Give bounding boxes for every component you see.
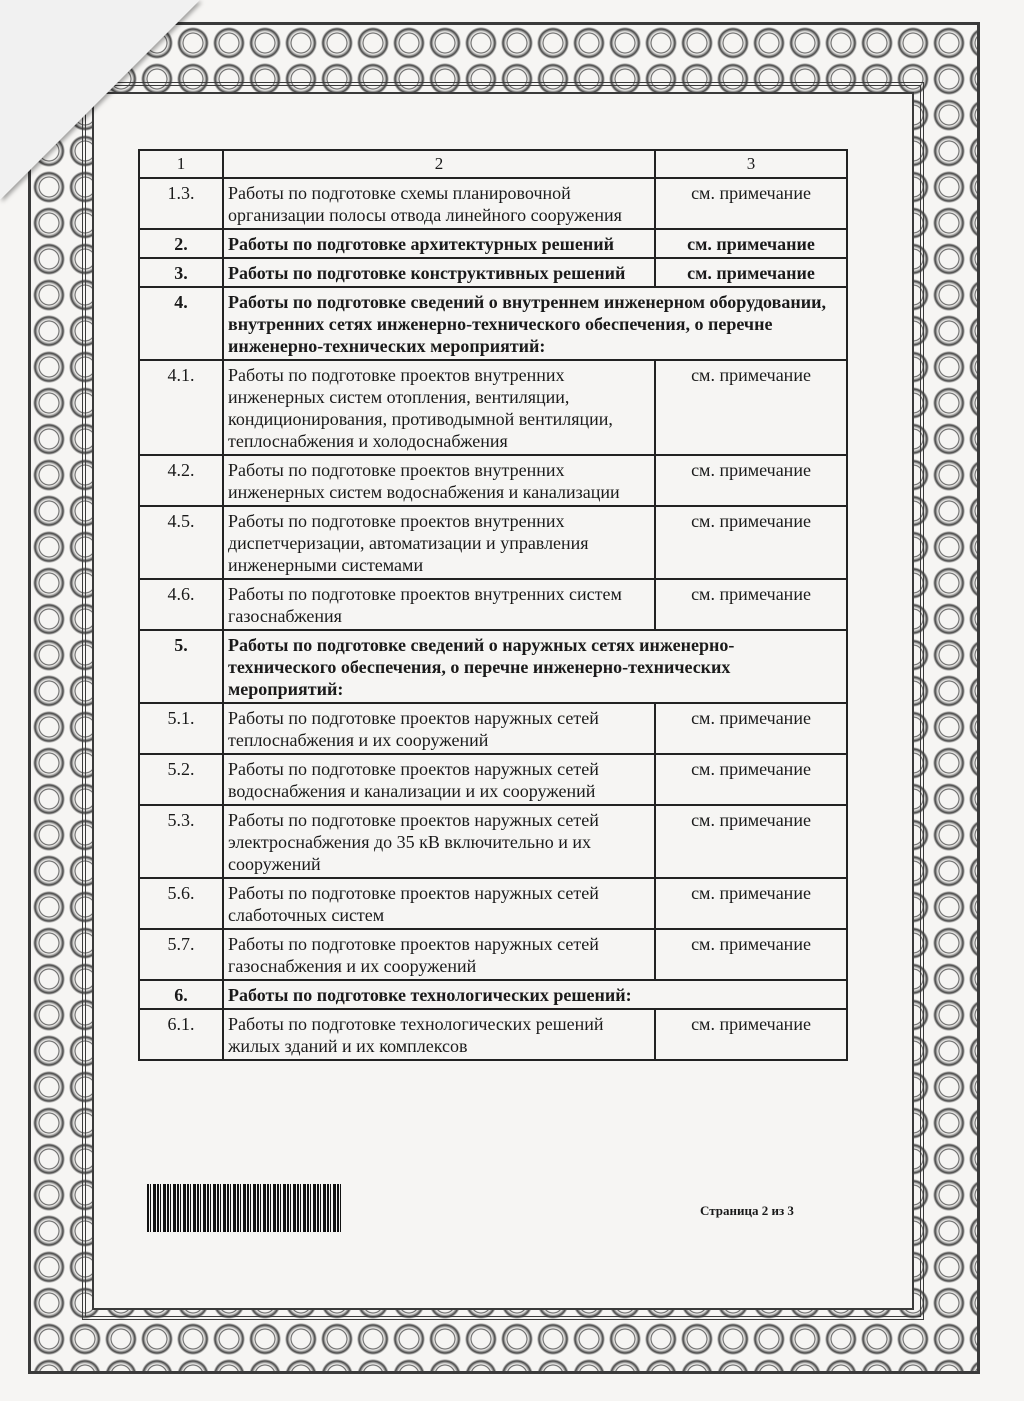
row-number: 4.6. xyxy=(139,579,223,630)
row-description: Работы по подготовке конструктивных решений xyxy=(223,258,655,287)
table-row xyxy=(139,287,847,360)
table-row xyxy=(139,506,847,579)
table-row xyxy=(139,360,847,455)
row-number: 5.1. xyxy=(139,703,223,754)
header-col-2: 2 xyxy=(223,150,655,178)
table-row xyxy=(139,703,847,754)
row-number: 5. xyxy=(139,630,223,703)
row-description: Работы по подготовке проектов наружных сетей теплоснабжения и их сооружений xyxy=(223,703,655,754)
table-row xyxy=(139,878,847,929)
row-description: Работы по подготовке технологических решений жилых зданий и их комплексов xyxy=(223,1009,655,1060)
table-row xyxy=(139,229,847,258)
row-note: см. примечание xyxy=(655,878,847,929)
row-number: 5.3. xyxy=(139,805,223,878)
row-number: 5.2. xyxy=(139,754,223,805)
table-row xyxy=(139,258,847,287)
row-number: 4.2. xyxy=(139,455,223,506)
row-number: 5.7. xyxy=(139,929,223,980)
row-note: см. примечание xyxy=(655,506,847,579)
row-number: 5.6. xyxy=(139,878,223,929)
row-note: см. примечание xyxy=(655,258,847,287)
barcode xyxy=(147,1184,343,1232)
row-number: 6.1. xyxy=(139,1009,223,1060)
row-note: см. примечание xyxy=(655,703,847,754)
row-description: Работы по подготовке проектов наружных сетей слаботочных систем xyxy=(223,878,655,929)
row-note: см. примечание xyxy=(655,754,847,805)
row-description: Работы по подготовке сведений о наружных сетях инженерно-технического обеспечения, о перечне инженерно-технических мероприятий: xyxy=(223,630,847,703)
row-description: Работы по подготовке проектов внутренних систем газоснабжения xyxy=(223,579,655,630)
table-row xyxy=(139,805,847,878)
row-note: см. примечание xyxy=(655,229,847,258)
row-note: см. примечание xyxy=(655,1009,847,1060)
row-number: 2. xyxy=(139,229,223,258)
row-note: см. примечание xyxy=(655,579,847,630)
row-number: 4.5. xyxy=(139,506,223,579)
row-note: см. примечание xyxy=(655,360,847,455)
row-number: 3. xyxy=(139,258,223,287)
row-number: 6. xyxy=(139,980,223,1009)
page-number: Страница 2 из 3 xyxy=(700,1203,794,1218)
row-number: 4.1. xyxy=(139,360,223,455)
row-description: Работы по подготовке технологических решений: xyxy=(223,980,847,1009)
row-description: Работы по подготовке проектов наружных сетей водоснабжения и канализации и их сооружений xyxy=(223,754,655,805)
table-row xyxy=(139,178,847,229)
row-description: Работы по подготовке схемы планировочной организации полосы отвода линейного сооружения xyxy=(223,178,655,229)
row-description: Работы по подготовке проектов внутренних инженерных систем водоснабжения и канализации xyxy=(223,455,655,506)
table-row xyxy=(139,630,847,703)
works-table xyxy=(138,149,848,1061)
row-number: 1.3. xyxy=(139,178,223,229)
row-note: см. примечание xyxy=(655,805,847,878)
row-description: Работы по подготовке проектов наружных сетей электроснабжения до 35 кВ включительно и их сооружений xyxy=(223,805,655,878)
table-row xyxy=(139,929,847,980)
row-note: см. примечание xyxy=(655,929,847,980)
table-row xyxy=(139,980,847,1009)
header-col-1: 1 xyxy=(139,150,223,178)
row-description: Работы по подготовке проектов наружных сетей газоснабжения и их сооружений xyxy=(223,929,655,980)
row-note: см. примечание xyxy=(655,455,847,506)
header-col-3: 3 xyxy=(655,150,847,178)
table-header-row xyxy=(139,150,847,178)
table-row xyxy=(139,455,847,506)
row-description: Работы по подготовке проектов внутренних инженерных систем отопления, вентиляции, кондиционирования, противодымной вентиляции, теплоснабжения и холодоснабжения xyxy=(223,360,655,455)
row-note: см. примечание xyxy=(655,178,847,229)
row-description: Работы по подготовке проектов внутренних диспетчеризации, автоматизации и управления инженерными системами xyxy=(223,506,655,579)
row-number: 4. xyxy=(139,287,223,360)
row-description: Работы по подготовке сведений о внутреннем инженерном оборудовании, внутренних сетях инженерно-технического обеспечения, о перечне инженерно-технических мероприятий: xyxy=(223,287,847,360)
table-row xyxy=(139,754,847,805)
table-row xyxy=(139,1009,847,1060)
table-row xyxy=(139,579,847,630)
row-description: Работы по подготовке архитектурных решений xyxy=(223,229,655,258)
